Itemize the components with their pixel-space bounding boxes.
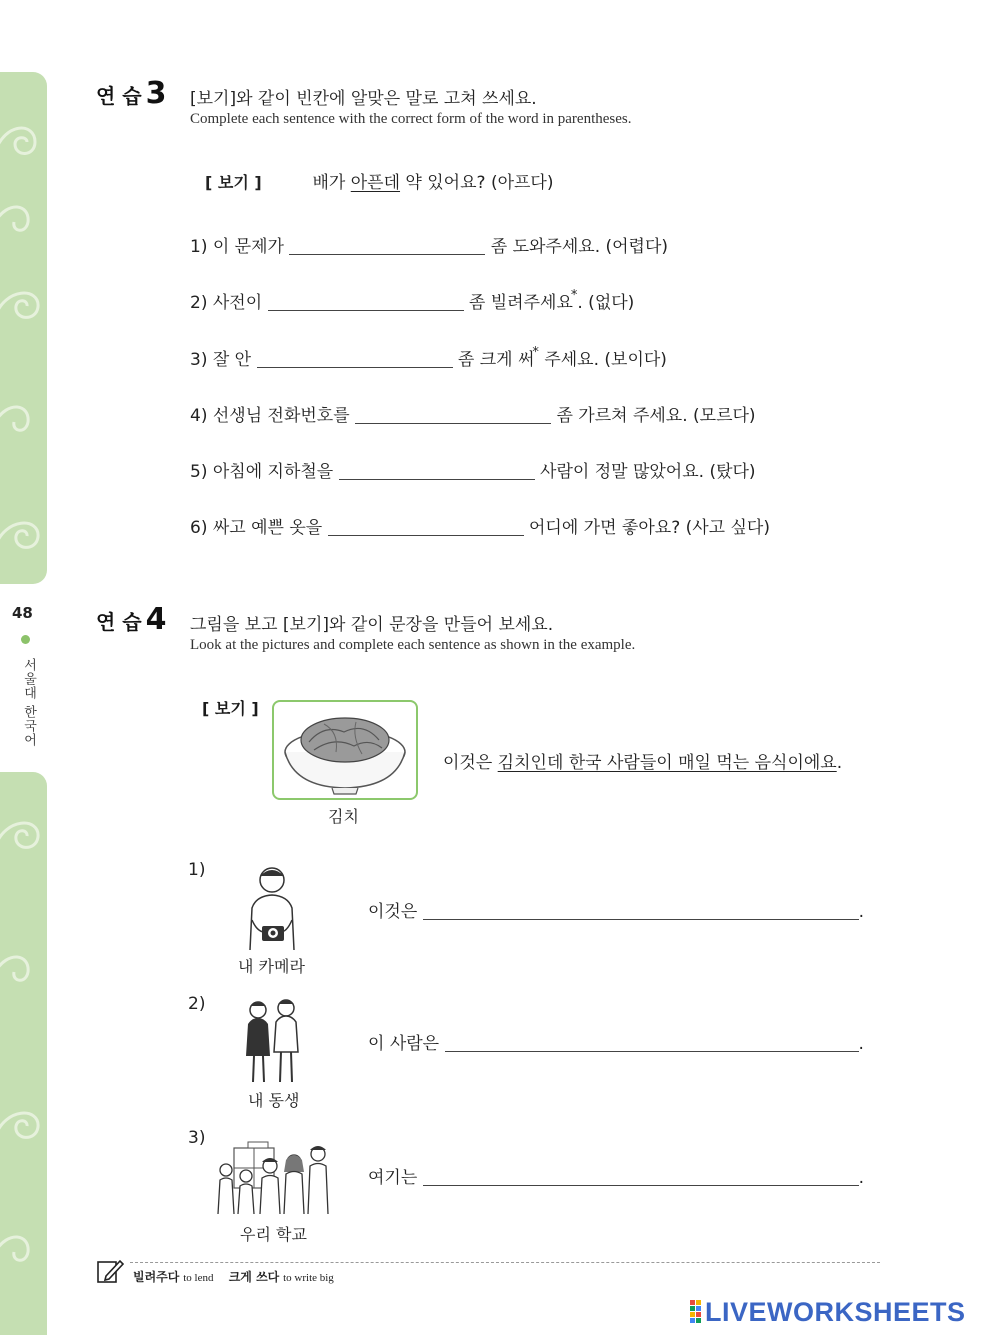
sentence-prefix: 이것은 xyxy=(368,902,423,922)
exercise4-item-1-sentence xyxy=(368,897,864,922)
exercise3-question-2 xyxy=(190,288,634,313)
liveworksheets-wordmark: LIVEWORKSHEETS xyxy=(705,1297,966,1327)
question-text: 3) 잘 안 xyxy=(190,350,257,370)
example-after: 약 있어요? (아프다) xyxy=(400,173,554,193)
answer-blank-5[interactable] xyxy=(339,461,535,480)
question-text: 좀 빌려주세요 xyxy=(463,293,573,313)
vocab-footnote xyxy=(133,1268,334,1285)
vocab1-ko: 빌려주다 xyxy=(133,1270,180,1284)
two-people-icon xyxy=(240,996,306,1086)
answer-blank-2[interactable] xyxy=(268,292,464,311)
sentence-end: . xyxy=(858,1168,865,1188)
page-dot-icon xyxy=(21,635,30,644)
question-text: 사람이 정말 많았어요. (탔다) xyxy=(534,462,756,482)
swirl-ornament-icon xyxy=(0,392,47,452)
exercise3-question-3 xyxy=(190,345,667,370)
question-text: 어디에 가면 좋아요? (사고 싶다) xyxy=(523,518,770,538)
exercise3-label-number: 3 xyxy=(145,76,167,111)
item-number: 2) xyxy=(188,994,206,1014)
swirl-ornament-icon xyxy=(0,502,47,562)
swirl-ornament-icon xyxy=(0,1222,47,1282)
vocab2-ko: 크게 쓰다 xyxy=(228,1270,280,1284)
example-sentence-answer: 김치인데 한국 사람들이 매일 먹는 음식이에요 xyxy=(497,753,837,773)
exercise3-label xyxy=(96,76,166,111)
sidebar-decoration-top xyxy=(0,72,47,584)
school-group-icon xyxy=(212,1140,336,1216)
question-text: 1) 이 문제가 xyxy=(190,237,290,257)
example-before: 배가 xyxy=(312,173,351,193)
answer-blank-item-3[interactable] xyxy=(423,1167,859,1186)
answer-blank-item-1[interactable] xyxy=(423,901,859,920)
swirl-ornament-icon xyxy=(0,802,47,862)
exercise3-example xyxy=(205,168,553,193)
exercise4-label-prefix: 연 습 xyxy=(96,610,142,634)
example-tag: [ 보기 ] xyxy=(202,699,259,718)
question-text: 5) 아침에 지하철을 xyxy=(190,462,339,482)
liveworksheets-mark-icon xyxy=(690,1300,702,1324)
answer-blank-3[interactable] xyxy=(257,349,453,368)
exercise4-example-sentence xyxy=(443,748,842,773)
swirl-ornament-icon xyxy=(0,942,47,1002)
vocab1-en: to lend xyxy=(183,1272,214,1284)
swirl-ornament-icon xyxy=(0,1092,47,1152)
swirl-ornament-icon xyxy=(0,192,47,252)
sentence-prefix: 여기는 xyxy=(368,1168,423,1188)
question-text: 4) 선생님 전화번호를 xyxy=(190,406,356,426)
liveworksheets-logo xyxy=(690,1297,966,1328)
question-text: 주세요. (보이다) xyxy=(538,350,667,370)
item-number: 1) xyxy=(188,860,206,880)
answer-blank-item-2[interactable] xyxy=(445,1033,859,1052)
question-text: . (없다) xyxy=(577,293,635,313)
sentence-end: . xyxy=(858,1034,864,1054)
exercise3-question-6 xyxy=(190,513,770,538)
kimchi-caption: 김치 xyxy=(328,807,359,826)
exercise4-instruction-en: Look at the pictures and complete each sentence as shown in the example. xyxy=(190,637,636,653)
example-sentence-end: . xyxy=(836,753,843,773)
exercise3-question-1 xyxy=(190,232,668,257)
school-caption: 우리 학교 xyxy=(240,1225,307,1244)
answer-blank-6[interactable] xyxy=(328,517,524,536)
man-with-camera-icon xyxy=(236,862,306,952)
exercise4-item-2-sentence xyxy=(368,1029,864,1054)
swirl-ornament-icon xyxy=(0,272,47,332)
book-title: 서울대 한국어 xyxy=(21,658,36,748)
exercise4-label xyxy=(96,602,166,637)
camera-caption: 내 카메라 xyxy=(238,957,305,976)
page-number: 48 xyxy=(12,604,33,622)
vocab-star-icon: * xyxy=(532,345,539,361)
exercise3-label-prefix: 연 습 xyxy=(96,84,142,108)
exercise3-question-5 xyxy=(190,457,756,482)
kimchi-bowl-icon xyxy=(274,702,416,798)
question-text: 좀 크게 써 xyxy=(452,350,535,370)
answer-blank-1[interactable] xyxy=(289,236,485,255)
sibling-caption: 내 동생 xyxy=(248,1091,300,1110)
exercise3-instruction-ko: [보기]와 같이 빈칸에 알맞은 말로 고쳐 쓰세요. xyxy=(190,89,537,109)
footer-divider xyxy=(130,1262,880,1263)
example-sentence-prefix: 이것은 xyxy=(443,753,498,773)
sentence-end: . xyxy=(858,902,865,922)
exercise4-item-3-sentence xyxy=(368,1163,864,1188)
example-tag: [ 보기 ] xyxy=(205,173,262,192)
question-text: 좀 도와주세요. (어렵다) xyxy=(485,237,669,257)
swirl-ornament-icon xyxy=(0,112,47,172)
sidebar-decoration-bottom xyxy=(0,772,47,1335)
item-number: 3) xyxy=(188,1128,206,1148)
question-text: 2) 사전이 xyxy=(190,293,268,313)
kimchi-picture-frame xyxy=(272,700,418,800)
exercise3-question-4 xyxy=(190,401,756,426)
vocab2-en: to write big xyxy=(283,1272,334,1284)
exercise4-instruction-ko: 그림을 보고 [보기]와 같이 문장을 만들어 보세요. xyxy=(190,615,554,635)
question-text: 좀 가르쳐 주세요. (모르다) xyxy=(551,406,756,426)
example-answer: 아픈데 xyxy=(350,173,401,193)
exercise3-instruction-en: Complete each sentence with the correct form of the word in parentheses. xyxy=(190,111,632,127)
sentence-prefix: 이 사람은 xyxy=(368,1034,445,1054)
vocab-star-icon: * xyxy=(570,288,578,304)
note-pencil-icon xyxy=(96,1258,124,1284)
answer-blank-4[interactable] xyxy=(355,405,551,424)
question-text: 6) 싸고 예쁜 옷을 xyxy=(190,518,328,538)
exercise4-label-number: 4 xyxy=(145,602,167,637)
